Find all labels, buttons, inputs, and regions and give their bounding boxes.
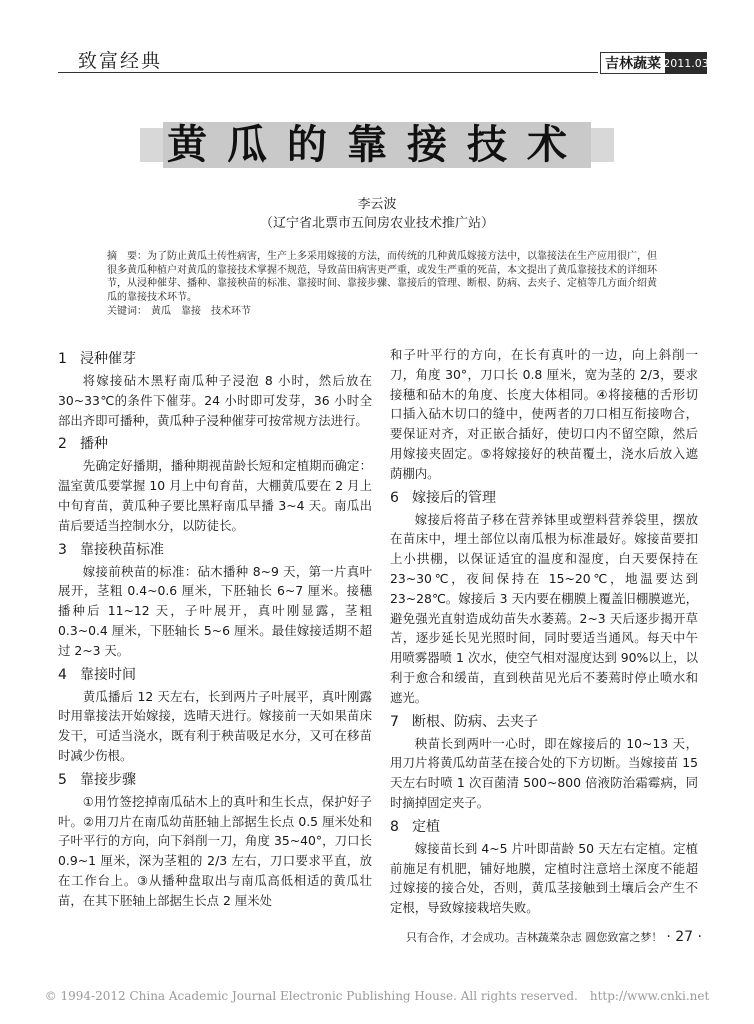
author: 李云波 [357,197,397,212]
paragraph: 秧苗长到两叶一心时，即在嫁接后的 10~13 天，用刀片将黄瓜幼苗茎在接合处的下方切断。当嫁接苗 15 天左右时喷 1 次百菌清 500~800 倍液防治霜霉病，同时摘掉固定夹子。 [390,735,698,810]
right-column [390,345,698,918]
paragraph: 将嫁接砧木黑籽南瓜种子浸泡 8 小时，然后放在 30~33℃的条件下催芽。24 小时即可发芽，36 小时全部出齐即可播种，黄瓜种子浸种催芽可按常规方法进行。 [58,373,372,428]
abstract [107,250,657,319]
keywords-text: 黄瓜 靠接 技术环节 [151,306,251,317]
footer-slogan-line [390,929,702,945]
left-column [58,345,372,911]
section-heading [58,434,372,454]
keywords-label: 关键词： [107,306,147,317]
abstract-label: 摘 要： [107,251,147,262]
section-title-text: 靠接秧苗标准 [80,541,164,558]
section-heading [390,712,698,732]
header-divider [58,72,598,73]
section-number: 1 [58,351,67,367]
copyright-notice: © 1994-2012 China Academic Journal Electronic Publishing House. All rights reserved. http://www.cnki.net [44,989,710,1003]
section-title-text: 播种 [80,436,108,453]
section-number: 4 [58,666,67,683]
paragraph: 嫁接苗长到 4~5 片叶即苗龄 50 天左右定植。定植前施足有机肥，铺好地膜，定植时注意培土深度不能超过嫁接的接合处，否则，黄瓜茎接触到土壤后会产生不定根，导致嫁接栽培失败。 [390,840,698,916]
section-title-text: 靠接时间 [80,666,136,683]
section-heading [58,349,372,369]
paragraph: 黄瓜播后 12 天左右，长到两片子叶展平，真叶刚露时用靠接法开始嫁接，选晴天进行。嫁接前一天如果苗床发干，可适当浇水，既有利于秧苗吸足水分，又可在移苗时减少伤根。 [58,688,372,763]
section-title-text: 嫁接后的管理 [412,489,496,506]
section-number: 5 [58,771,67,788]
article-title: 黄瓜的靠接技术 [167,122,587,168]
section-title-text: 断根、防病、去夹子 [412,713,538,730]
section-title-text: 靠接步骤 [80,771,136,788]
section-heading [58,540,372,560]
paragraph: 先确定好播期，播种期视苗龄长短和定植期而确定：温室黄瓜要掌握 10 月上中旬育苗，大棚黄瓜要在 2 月上中旬育苗，黄瓜种子要比黑籽南瓜早播 3~4 天。南瓜出苗后要适当控制水分，以防徒长。 [58,458,372,533]
paragraph: 和子叶平行的方向，在长有真叶的一边，向上斜削一刀，角度 30°，刀口长 0.8 厘米，宽为茎的 2/3，要求接穗和砧木的角度、长度大体相同。④将接穗的舌形切口插入砧木切口的缝中，使两者的刀口相互衔接吻合，要保证对齐，对正嵌合插好，使切口内不留空隙，然后用嫁接夹固定。⑤将嫁接好的秧苗覆土，浇水后放入遮荫棚内。 [390,347,698,481]
journal-logo: 吉林蔬菜 [600,52,665,74]
section-number: 7 [390,713,399,730]
section-title-text: 定植 [412,818,440,835]
abstract-body [107,250,657,304]
keywords [107,305,657,319]
paragraph: 嫁接前秧苗的标准：砧木播种 8~9 天，第一片真叶展开，茎粗 0.4~0.6 厘米，下胚轴长 6~7 厘米。接穗播种后 11~12 天，子叶展开，真叶刚显露，茎粗 0.3~0.4 厘米，下胚轴长 5~6 厘米。最佳嫁接适期不超过 2~3 天。 [58,563,372,658]
section-heading [58,770,372,790]
section-number: 3 [58,541,67,558]
section-number: 6 [390,489,399,506]
page-number: · 27 · [666,929,702,945]
section-title: 致富经典 [78,50,163,72]
footer-slogan: 只有合作，才会成功。吉林蔬菜杂志 圆您致富之梦！ [405,931,663,944]
section-title-text: 浸种催芽 [80,351,136,367]
affiliation: （辽宁省北票市五间房农业技术推广站） [259,216,494,231]
section-heading [390,488,698,508]
issue-badge: 2011.03 [665,52,707,74]
paragraph: 嫁接后将苗子移在营养钵里或塑料营养袋里，摆放在苗床中，埋土部位以南瓜根为标准最好。嫁接苗要扣上小拱棚，以保证适宜的温度和湿度，白天要保持在 23~30℃，夜间保持在 15~20℃，地温要达到 23~28℃。嫁接后 3 天内要在棚膜上覆盖旧棚膜遮光，避免强光直射造成幼苗失水萎蔫。2~3 天后逐步揭开草苫，逐步延长见光照时间，同时要适当通风。每天中午用喷雾器喷 1 次水，使空气相对湿度达到 90%以上，以利于愈合和缓苗，直到秧苗见光后不萎蔫时停止喷水和遮光。 [390,511,698,705]
section-number: 8 [390,818,399,835]
section-heading [58,665,372,685]
paragraph: ①用竹签挖掉南瓜砧木上的真叶和生长点，保护好子叶。②用刀片在南瓜幼苗胚轴上部据生长点 0.5 厘米处和子叶平行的方向，向下斜削一刀，角度 35~40°，刀口长 0.9~1 厘米，深为茎粗的 2/3 左右，刀口要求平直，放在工作台上。③从播种盘取出与南瓜高低相适的黄瓜壮苗，在其下胚轴上部据生长点 2 厘米处 [58,793,372,908]
abstract-text: 为了防止黄瓜土传性病害，生产上多采用嫁接的方法，而传统的几种黄瓜嫁接方法中，以靠接法在生产应用很广，但很多黄瓜种植户对黄瓜的靠接技术掌握不规范，导致苗田病害更严重，或发生严重的死苗，本文提出了黄瓜靠接技术的详细环节，从浸种催芽、播种、靠接秧苗的标准、靠接时间、靠接步骤、靠接后的管理、断根、防病、去夹子、定植等几方面介绍黄瓜的靠接技术环节。 [107,251,657,303]
section-heading [390,817,698,837]
section-number: 2 [58,436,67,453]
